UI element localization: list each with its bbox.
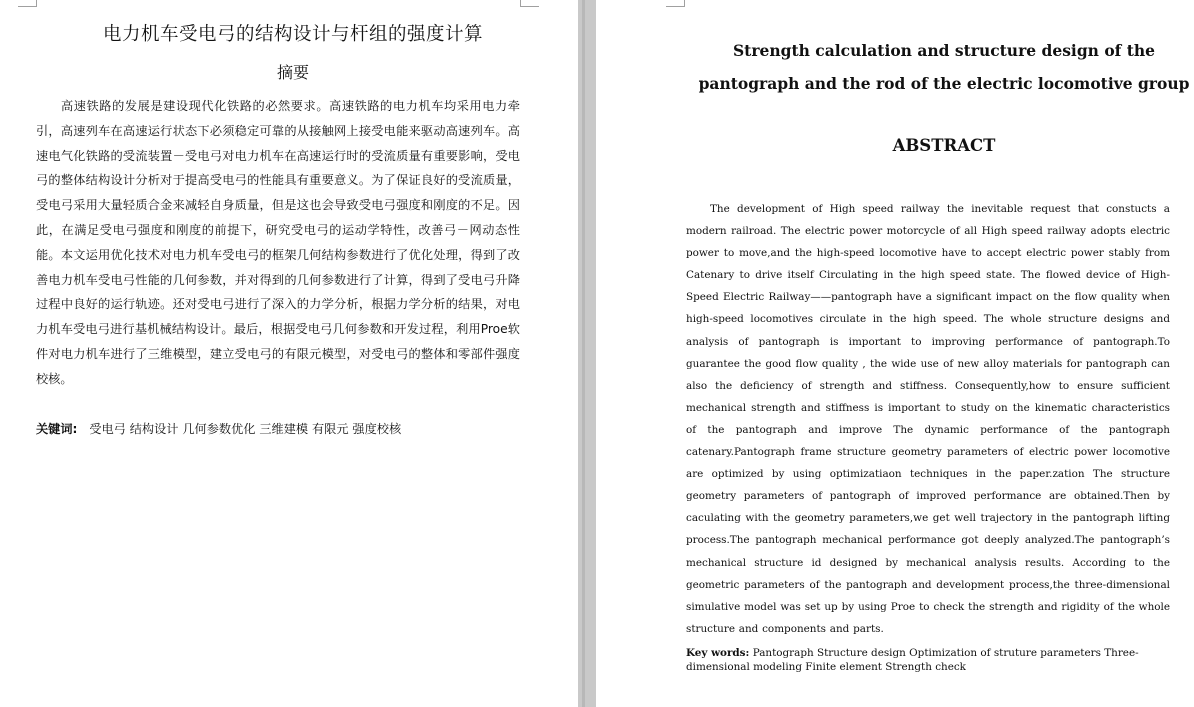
english-abstract-heading: ABSTRACT [892, 136, 996, 155]
left-page-chinese [0, 0, 578, 707]
right-page-english [596, 0, 1194, 707]
page-gutter [578, 0, 596, 707]
english-keywords-label: Key words: [686, 647, 750, 659]
chinese-keywords-label: 关键词: [36, 422, 78, 436]
english-title: Strength calculation and structure design of the pantograph and the rod of the electric locomotive group [698, 41, 1190, 93]
page-corner-mark [666, 0, 685, 7]
chinese-abstract-heading: 摘要 [276, 63, 309, 82]
chinese-abstract-body: 高速铁路的发展是建设现代化铁路的必然要求。高速铁路的电力机车均采用电力牵引，高速列车在高速运行状态下必须稳定可靠的从接触网上接受电能来驱动高速列车。高速电气化铁路的受流装置－受电弓对电力机车在高速运行时的受流质量有重要影响，受电弓的整体结构设计分析对于提高受电弓的性能具有重要意义。为了保证良好的受流质量，受电弓采用大量轻质合金来减轻自身质量，但是这也会导致受电弓强度和刚度的不足。因此，在满足受电弓强度和刚度的前提下，研究受电弓的运动学特性，改善弓－网动态性能。本文运用优化技术对电力机车受电弓的框架几何结构参数进行了优化处理，得到了改善电力机车受电弓性能的几何参数，并对得到的几何参数进行了计算，得到了受电弓升降过程中良好的运行轨迹。还对受电弓进行了深入的力学分析，根据力学分析的结果，对电力机车受电弓进行基机械结构设计。最后，根据受电弓几何参数和开发过程，利用Proe软件对电力机车进行了三维模型，建立受电弓的有限元模型，对受电弓的整体和零部件强度校核。 [36, 99, 520, 386]
page-corner-mark [18, 0, 37, 7]
chinese-keywords [36, 420, 536, 437]
english-keywords-text: Pantograph Structure design Optimization of struture parameters Three-dimensional modeling Finite element Strength check [686, 647, 1139, 673]
chinese-title: 电力机车受电弓的结构设计与杆组的强度计算 [102, 24, 483, 45]
chinese-keywords-text: 受电弓 结构设计 几何参数优化 三维建模 有限元 强度校核 [89, 422, 402, 436]
page-gutter-edge [582, 0, 585, 707]
english-abstract-body: The development of High speed railway the inevitable request that constucts a modern railroad. The electric power motorcycle of all High speed railway adopts electric power to move,and the high-speed locomotive have to accept electric power stably from Catenary to drive itself Circulating in the high speed state. The flowed device of High-Speed Electric Railway——pantograph have a significant impact on the flow quality when high-speed locomotives circulate in the high speed. The whole structure designs and analysis of pantograph is important to improving performance of pantograph.To guarantee the good flow quality , the wide use of new alloy materials for pantograph can also the deficiency of strength and stiffness. Consequently,how to ensure sufficient mechanical strength and stiffness is important to study on the kinematic characteristics of the pantograph and improve The dynamic performance of the pantograph catenary.Pantograph frame structure geometry parameters of electric power locomotive are optimized by using optimizatiaon techniques in the paper.zation The structure geometry parameters of pantograph of improved performance are obtained.Then by caculating with the geometry parameters,we get well trajectory in the pantograph lifting process.The pantograph mechanical performance got deeply analyzed.The pantograph’s mechanical structure id designed by mechanical analysis results. According to the geometric parameters of the pantograph and development process,the three-dimensional simulative model was set up by using Proe to check the strength and rigidity of the whole structure and components and parts. [686, 203, 1170, 635]
page-corner-mark [520, 0, 539, 7]
english-keywords [686, 646, 1170, 674]
